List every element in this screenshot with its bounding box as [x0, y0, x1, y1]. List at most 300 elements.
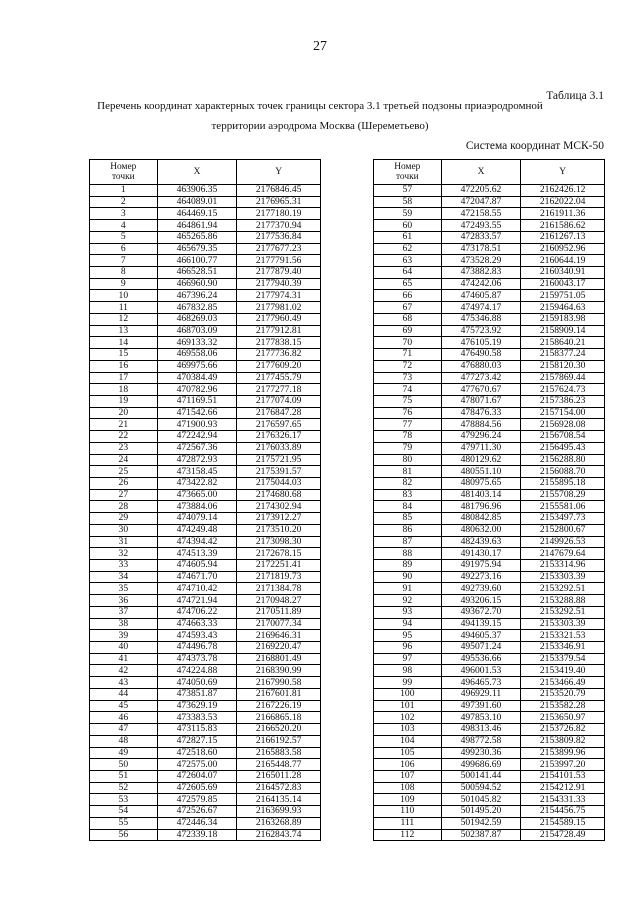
header-point-number-line1: Номер [394, 162, 421, 172]
x-coordinate-cell: 468269.03 [157, 313, 237, 325]
x-coordinate-cell: 473665.00 [157, 489, 237, 501]
point-number-cell: 28 [90, 501, 158, 513]
x-coordinate-cell: 478476.33 [441, 407, 521, 419]
header-point-number-line2: точки [111, 172, 135, 182]
x-coordinate-cell: 463906.35 [157, 185, 237, 197]
point-number-cell: 27 [90, 489, 158, 501]
y-coordinate-cell: 2177974.31 [237, 290, 321, 302]
table-row [374, 220, 605, 232]
table-row [90, 349, 321, 361]
point-number-cell: 29 [90, 513, 158, 525]
table-row [90, 595, 321, 607]
table-row [90, 712, 321, 724]
y-coordinate-cell: 2177940.39 [237, 278, 321, 290]
x-coordinate-cell: 475346.88 [441, 313, 521, 325]
point-number-cell: 111 [374, 817, 442, 829]
x-coordinate-cell: 474079.14 [157, 513, 237, 525]
table-row [90, 735, 321, 747]
point-number-cell: 30 [90, 524, 158, 536]
point-number-cell: 82 [374, 477, 442, 489]
y-coordinate-cell: 2166865.18 [237, 712, 321, 724]
y-coordinate-cell: 2167601.81 [237, 688, 321, 700]
point-number-cell: 4 [90, 220, 158, 232]
table-row [374, 372, 605, 384]
y-coordinate-cell: 2177791.56 [237, 255, 321, 267]
y-coordinate-cell: 2153497.73 [521, 513, 605, 525]
table-row [374, 466, 605, 478]
y-coordinate-cell: 2154728.49 [521, 829, 605, 841]
table-row [90, 759, 321, 771]
point-number-cell: 79 [374, 442, 442, 454]
point-number-cell: 102 [374, 712, 442, 724]
table-row [374, 384, 605, 396]
point-number-cell: 46 [90, 712, 158, 724]
header-x: X [441, 160, 521, 185]
point-number-cell: 31 [90, 536, 158, 548]
point-number-cell: 52 [90, 782, 158, 794]
table-row [374, 501, 605, 513]
table-row [374, 571, 605, 583]
y-coordinate-cell: 2162022.04 [521, 196, 605, 208]
point-number-cell: 1 [90, 185, 158, 197]
point-number-cell: 10 [90, 290, 158, 302]
table-row [374, 231, 605, 243]
y-coordinate-cell: 2177879.40 [237, 267, 321, 279]
y-coordinate-cell: 2159464.63 [521, 302, 605, 314]
y-coordinate-cell: 2156708.54 [521, 431, 605, 443]
x-coordinate-cell: 473178.51 [441, 243, 521, 255]
point-number-cell: 103 [374, 724, 442, 736]
x-coordinate-cell: 493206.15 [441, 595, 521, 607]
point-number-cell: 101 [374, 700, 442, 712]
point-number-cell: 26 [90, 477, 158, 489]
point-number-cell: 56 [90, 829, 158, 841]
y-coordinate-cell: 2153726.82 [521, 724, 605, 736]
table-row [90, 524, 321, 536]
table-row [374, 653, 605, 665]
y-coordinate-cell: 2169646.31 [237, 630, 321, 642]
x-coordinate-cell: 477273.42 [441, 372, 521, 384]
table-row [374, 829, 605, 841]
table-row [90, 724, 321, 736]
point-number-cell: 88 [374, 548, 442, 560]
y-coordinate-cell: 2171819.73 [237, 571, 321, 583]
table-row [374, 325, 605, 337]
table-row [90, 231, 321, 243]
point-number-cell: 12 [90, 313, 158, 325]
point-number-cell: 84 [374, 501, 442, 513]
table-row [90, 360, 321, 372]
point-number-cell: 73 [374, 372, 442, 384]
header-point-number [374, 160, 442, 185]
table-row [374, 688, 605, 700]
y-coordinate-cell: 2156495.43 [521, 442, 605, 454]
y-coordinate-cell: 2165011.28 [237, 770, 321, 782]
y-coordinate-cell: 2172678.15 [237, 548, 321, 560]
table-row [90, 688, 321, 700]
table-row [90, 454, 321, 466]
point-number-cell: 104 [374, 735, 442, 747]
point-number-cell: 74 [374, 384, 442, 396]
point-number-cell: 13 [90, 325, 158, 337]
x-coordinate-cell: 472205.62 [441, 185, 521, 197]
y-coordinate-cell: 2177609.20 [237, 360, 321, 372]
y-coordinate-cell: 2153582.28 [521, 700, 605, 712]
y-coordinate-cell: 2175721.95 [237, 454, 321, 466]
header-y: Y [521, 160, 605, 185]
x-coordinate-cell: 472158.55 [441, 208, 521, 220]
table-row [90, 770, 321, 782]
x-coordinate-cell: 472493.55 [441, 220, 521, 232]
point-number-cell: 40 [90, 642, 158, 654]
table-row [90, 536, 321, 548]
point-number-cell: 89 [374, 560, 442, 572]
table-row [374, 724, 605, 736]
x-coordinate-cell: 466528.51 [157, 267, 237, 279]
point-number-cell: 25 [90, 466, 158, 478]
x-coordinate-cell: 499686.69 [441, 759, 521, 771]
x-coordinate-cell: 474974.17 [441, 302, 521, 314]
point-number-cell: 100 [374, 688, 442, 700]
y-coordinate-cell: 2157869.44 [521, 372, 605, 384]
y-coordinate-cell: 2171384.78 [237, 583, 321, 595]
table-row [374, 302, 605, 314]
table-row [374, 606, 605, 618]
table-row [374, 630, 605, 642]
y-coordinate-cell: 2153899.96 [521, 747, 605, 759]
x-coordinate-cell: 472242.94 [157, 431, 237, 443]
table-row [90, 302, 321, 314]
x-coordinate-cell: 497391.60 [441, 700, 521, 712]
y-coordinate-cell: 2170077.34 [237, 618, 321, 630]
y-coordinate-cell: 2177736.82 [237, 349, 321, 361]
x-coordinate-cell: 465679.35 [157, 243, 237, 255]
x-coordinate-cell: 472339.18 [157, 829, 237, 841]
y-coordinate-cell: 2154589.15 [521, 817, 605, 829]
header-point-number-line2: точки [395, 172, 419, 182]
point-number-cell: 69 [374, 325, 442, 337]
table-row [374, 349, 605, 361]
y-coordinate-cell: 2155581.06 [521, 501, 605, 513]
y-coordinate-cell: 2157386.23 [521, 395, 605, 407]
table-row [374, 208, 605, 220]
point-number-cell: 58 [374, 196, 442, 208]
y-coordinate-cell: 2161586.62 [521, 220, 605, 232]
point-number-cell: 20 [90, 407, 158, 419]
table-row [374, 442, 605, 454]
point-number-cell: 85 [374, 513, 442, 525]
point-number-cell: 78 [374, 431, 442, 443]
x-coordinate-cell: 469975.66 [157, 360, 237, 372]
x-coordinate-cell: 474605.87 [441, 290, 521, 302]
point-number-cell: 45 [90, 700, 158, 712]
x-coordinate-cell: 480129.62 [441, 454, 521, 466]
table-row [374, 419, 605, 431]
y-coordinate-cell: 2153292.51 [521, 583, 605, 595]
table-row [90, 220, 321, 232]
x-coordinate-cell: 491975.94 [441, 560, 521, 572]
x-coordinate-cell: 501942.59 [441, 817, 521, 829]
x-coordinate-cell: 502387.87 [441, 829, 521, 841]
y-coordinate-cell: 2153292.51 [521, 606, 605, 618]
x-coordinate-cell: 474224.88 [157, 665, 237, 677]
x-coordinate-cell: 474242.06 [441, 278, 521, 290]
x-coordinate-cell: 473528.29 [441, 255, 521, 267]
header-point-number [90, 160, 158, 185]
x-coordinate-cell: 501495.20 [441, 806, 521, 818]
y-coordinate-cell: 2153303.39 [521, 618, 605, 630]
y-coordinate-cell: 2165448.77 [237, 759, 321, 771]
y-coordinate-cell: 2159183.98 [521, 313, 605, 325]
table-row [374, 677, 605, 689]
point-number-cell: 106 [374, 759, 442, 771]
table-row [90, 337, 321, 349]
point-number-cell: 105 [374, 747, 442, 759]
point-number-cell: 94 [374, 618, 442, 630]
x-coordinate-cell: 492273.16 [441, 571, 521, 583]
x-coordinate-cell: 494139.15 [441, 618, 521, 630]
y-coordinate-cell: 2153379.54 [521, 653, 605, 665]
table-row [90, 208, 321, 220]
y-coordinate-cell: 2170948.27 [237, 595, 321, 607]
y-coordinate-cell: 2177677.23 [237, 243, 321, 255]
x-coordinate-cell: 479296.24 [441, 431, 521, 443]
table-row [90, 466, 321, 478]
y-coordinate-cell: 2153809.82 [521, 735, 605, 747]
table-row [374, 360, 605, 372]
point-number-cell: 16 [90, 360, 158, 372]
point-number-cell: 11 [90, 302, 158, 314]
table-row [374, 759, 605, 771]
y-coordinate-cell: 2164135.14 [237, 794, 321, 806]
x-coordinate-cell: 466960.90 [157, 278, 237, 290]
point-number-cell: 51 [90, 770, 158, 782]
table-title-line-2: территории аэродрома Москва (Шереметьево) [211, 120, 429, 132]
point-number-cell: 41 [90, 653, 158, 665]
y-coordinate-cell: 2176326.17 [237, 431, 321, 443]
table-header-row [90, 160, 321, 185]
point-number-cell: 64 [374, 267, 442, 279]
coordinate-system-label: Система координат МСК-50 [465, 140, 604, 152]
x-coordinate-cell: 474605.94 [157, 560, 237, 572]
point-number-cell: 9 [90, 278, 158, 290]
point-number-cell: 75 [374, 395, 442, 407]
table-row [90, 618, 321, 630]
y-coordinate-cell: 2177370.94 [237, 220, 321, 232]
table-row [374, 255, 605, 267]
point-number-cell: 71 [374, 349, 442, 361]
table-row [90, 267, 321, 279]
x-coordinate-cell: 496001.53 [441, 665, 521, 677]
point-number-cell: 14 [90, 337, 158, 349]
y-coordinate-cell: 2149926.53 [521, 536, 605, 548]
table-row [374, 735, 605, 747]
x-coordinate-cell: 473882.83 [441, 267, 521, 279]
table-row [374, 642, 605, 654]
y-coordinate-cell: 2153650.97 [521, 712, 605, 724]
y-coordinate-cell: 2153419.40 [521, 665, 605, 677]
table-row [90, 548, 321, 560]
y-coordinate-cell: 2153466.49 [521, 677, 605, 689]
table-row [374, 560, 605, 572]
table-row [374, 513, 605, 525]
y-coordinate-cell: 2177536.84 [237, 231, 321, 243]
point-number-cell: 98 [374, 665, 442, 677]
y-coordinate-cell: 2163268.89 [237, 817, 321, 829]
point-number-cell: 18 [90, 384, 158, 396]
point-number-cell: 2 [90, 196, 158, 208]
table-row [374, 770, 605, 782]
y-coordinate-cell: 2158120.30 [521, 360, 605, 372]
y-coordinate-cell: 2173098.30 [237, 536, 321, 548]
x-coordinate-cell: 471542.66 [157, 407, 237, 419]
y-coordinate-cell: 2165883.58 [237, 747, 321, 759]
point-number-cell: 37 [90, 606, 158, 618]
point-number-cell: 70 [374, 337, 442, 349]
point-number-cell: 62 [374, 243, 442, 255]
y-coordinate-cell: 2158640.21 [521, 337, 605, 349]
y-coordinate-cell: 2159751.05 [521, 290, 605, 302]
coordinates-table-right [373, 159, 605, 841]
y-coordinate-cell: 2153346.91 [521, 642, 605, 654]
table-row [90, 431, 321, 443]
x-coordinate-cell: 491430.17 [441, 548, 521, 560]
table-row [374, 489, 605, 501]
x-coordinate-cell: 468703.09 [157, 325, 237, 337]
table-row [374, 185, 605, 197]
table-row [374, 290, 605, 302]
x-coordinate-cell: 474710.42 [157, 583, 237, 595]
x-coordinate-cell: 464469.15 [157, 208, 237, 220]
point-number-cell: 32 [90, 548, 158, 560]
table-row [90, 700, 321, 712]
x-coordinate-cell: 469558.06 [157, 349, 237, 361]
point-number-cell: 42 [90, 665, 158, 677]
x-coordinate-cell: 479711.30 [441, 442, 521, 454]
x-coordinate-cell: 482439.63 [441, 536, 521, 548]
header-y: Y [237, 160, 321, 185]
point-number-cell: 90 [374, 571, 442, 583]
y-coordinate-cell: 2163699.93 [237, 806, 321, 818]
y-coordinate-cell: 2175391.57 [237, 466, 321, 478]
table-row [374, 454, 605, 466]
point-number-cell: 38 [90, 618, 158, 630]
table-row [374, 595, 605, 607]
table-row [90, 513, 321, 525]
x-coordinate-cell: 473629.19 [157, 700, 237, 712]
point-number-cell: 15 [90, 349, 158, 361]
y-coordinate-cell: 2177277.18 [237, 384, 321, 396]
point-number-cell: 107 [374, 770, 442, 782]
point-number-cell: 87 [374, 536, 442, 548]
y-coordinate-cell: 2160043.17 [521, 278, 605, 290]
y-coordinate-cell: 2174680.68 [237, 489, 321, 501]
x-coordinate-cell: 476490.58 [441, 349, 521, 361]
point-number-cell: 47 [90, 724, 158, 736]
y-coordinate-cell: 2152800.67 [521, 524, 605, 536]
point-number-cell: 93 [374, 606, 442, 618]
point-number-cell: 55 [90, 817, 158, 829]
point-number-cell: 72 [374, 360, 442, 372]
point-number-cell: 49 [90, 747, 158, 759]
table-row [90, 243, 321, 255]
table-row [90, 477, 321, 489]
table-row [374, 536, 605, 548]
y-coordinate-cell: 2176033.89 [237, 442, 321, 454]
table-row [90, 196, 321, 208]
y-coordinate-cell: 2158377.24 [521, 349, 605, 361]
table-row [90, 489, 321, 501]
x-coordinate-cell: 471169.51 [157, 395, 237, 407]
table-row [374, 431, 605, 443]
x-coordinate-cell: 467832.85 [157, 302, 237, 314]
point-number-cell: 50 [90, 759, 158, 771]
x-coordinate-cell: 472526.67 [157, 806, 237, 818]
point-number-cell: 60 [374, 220, 442, 232]
table-row [374, 747, 605, 759]
y-coordinate-cell: 2161267.13 [521, 231, 605, 243]
x-coordinate-cell: 470384.49 [157, 372, 237, 384]
x-coordinate-cell: 474249.48 [157, 524, 237, 536]
y-coordinate-cell: 2154331.33 [521, 794, 605, 806]
x-coordinate-cell: 475723.92 [441, 325, 521, 337]
point-number-cell: 35 [90, 583, 158, 595]
table-row [374, 817, 605, 829]
y-coordinate-cell: 2161911.36 [521, 208, 605, 220]
table-row [374, 583, 605, 595]
point-number-cell: 39 [90, 630, 158, 642]
y-coordinate-cell: 2154101.53 [521, 770, 605, 782]
table-row [374, 618, 605, 630]
x-coordinate-cell: 474496.78 [157, 642, 237, 654]
table-row [90, 653, 321, 665]
point-number-cell: 19 [90, 395, 158, 407]
table-label: Таблица 3.1 [546, 90, 604, 102]
table-row [374, 278, 605, 290]
y-coordinate-cell: 2153314.96 [521, 560, 605, 572]
x-coordinate-cell: 500594.52 [441, 782, 521, 794]
table-row [90, 583, 321, 595]
x-coordinate-cell: 472575.00 [157, 759, 237, 771]
table-row [374, 196, 605, 208]
table-row [374, 407, 605, 419]
point-number-cell: 97 [374, 653, 442, 665]
table-row [90, 419, 321, 431]
x-coordinate-cell: 473851.87 [157, 688, 237, 700]
table-row [374, 243, 605, 255]
x-coordinate-cell: 492739.60 [441, 583, 521, 595]
x-coordinate-cell: 480551.10 [441, 466, 521, 478]
y-coordinate-cell: 2177960.49 [237, 313, 321, 325]
table-row [90, 630, 321, 642]
x-coordinate-cell: 497853.10 [441, 712, 521, 724]
x-coordinate-cell: 495071.24 [441, 642, 521, 654]
table-row [90, 313, 321, 325]
table-row [90, 278, 321, 290]
point-number-cell: 7 [90, 255, 158, 267]
x-coordinate-cell: 466100.77 [157, 255, 237, 267]
x-coordinate-cell: 481796.96 [441, 501, 521, 513]
x-coordinate-cell: 472833.57 [441, 231, 521, 243]
table-row [374, 477, 605, 489]
y-coordinate-cell: 2167990.58 [237, 677, 321, 689]
x-coordinate-cell: 476880.03 [441, 360, 521, 372]
y-coordinate-cell: 2168390.99 [237, 665, 321, 677]
x-coordinate-cell: 464089.01 [157, 196, 237, 208]
y-coordinate-cell: 2172251.41 [237, 560, 321, 572]
x-coordinate-cell: 474663.33 [157, 618, 237, 630]
x-coordinate-cell: 473422.82 [157, 477, 237, 489]
